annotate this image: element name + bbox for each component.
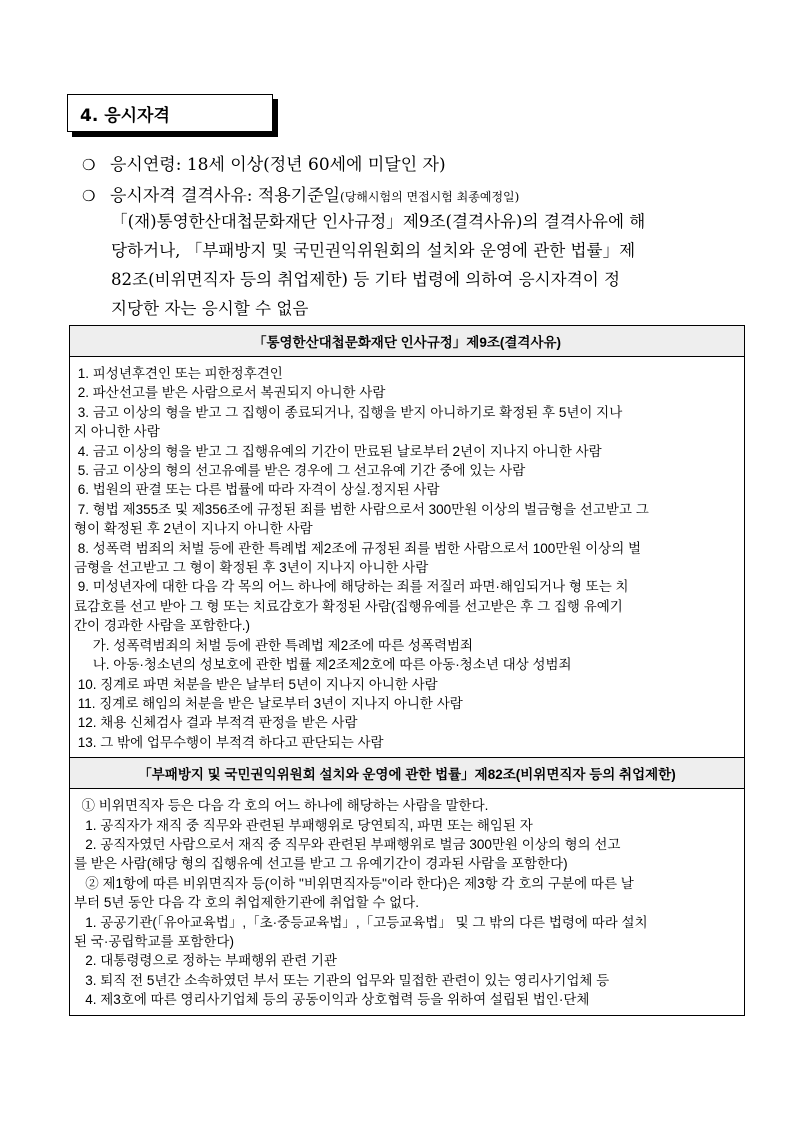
table-line: 12. 채용 신체검사 결과 부적격 판정을 받은 사람 xyxy=(74,715,358,731)
table-line: 13. 그 밖에 업무수행이 부적격 하다고 판단되는 사람 xyxy=(74,734,384,750)
table-line: 2. 대통령령으로 정하는 부패행위 관련 기관 xyxy=(74,953,337,969)
table-line: ② 제1항에 따른 비위면직자 등(이하 "비위면직자등"이라 한다)은 제3항 각 호의 구분에 따른 날 xyxy=(74,875,634,891)
table-line: 9. 미성년자에 대한 다음 각 목의 어느 하나에 해당하는 죄를 저질러 파면·해임되거나 형 또는 치 xyxy=(74,579,629,595)
table-line: 된 국·공립학교를 포함한다) xyxy=(74,933,234,949)
table-line: 4. 금고 이상의 형을 받고 그 집행유예의 기간이 만료된 날로부터 2년이 지나지 아니한 사람 xyxy=(74,443,602,459)
section-title: 4. 응시자격 xyxy=(80,105,170,126)
table-line: 가. 성폭력범죄의 처벌 등에 관한 특례법 제2조에 따른 성폭력범죄 xyxy=(74,637,474,653)
paragraph-line: 「(재)통영한산대첩문화재단 인사규정」제9조(결격사유)의 결격사유에 해 xyxy=(111,212,646,231)
table-line: 형이 확정된 후 2년이 지나지 아니한 사람 xyxy=(74,521,313,537)
paragraph-line: 82조(비위면직자 등의 취업제한) 등 기타 법령에 의하여 응시자격이 정 xyxy=(111,270,621,289)
table-line: 1. 공직자가 재직 중 직무와 관련된 부패행위로 당연퇴직, 파면 또는 해임된 자 xyxy=(74,817,533,833)
table-line: ① 비위면직자 등은 다음 각 호의 어느 하나에 해당하는 사람을 말한다. xyxy=(74,798,489,814)
table-line: 를 받은 사람(해당 형의 집행유예 선고를 받고 그 유예기간이 경과된 사람을 포함한다) xyxy=(74,856,568,872)
table-line: 금형을 선고받고 그 형이 확정된 후 3년이 지나지 아니한 사람 xyxy=(74,560,429,576)
table-line: 료감호를 선고 받아 그 형 또는 치료감호가 확정된 사람(집행유예를 선고받은 후 그 집행 유예기 xyxy=(74,598,623,614)
table-header: 「부패방지 및 국민권익위원회 설치와 운영에 관한 법률」제82조(비위면직자 등의 취업제한) xyxy=(70,758,744,789)
table-line: 부터 5년 동안 다음 각 호의 취업제한기관에 취업할 수 없다. xyxy=(74,895,419,911)
table-line: 8. 성폭력 범죄의 처벌 등에 관한 특례법 제2조에 규정된 죄를 범한 사람으로서 100만원 이상의 벌 xyxy=(74,540,642,556)
section-title-box xyxy=(67,94,273,132)
bullet-circle-icon: ❍ xyxy=(82,187,96,205)
paragraph-line: 지당한 자는 응시할 수 없음 xyxy=(111,299,309,318)
table-body xyxy=(70,357,744,757)
table-line: 11. 징계로 해임의 처분을 받은 날로부터 3년이 지나지 아니한 사람 xyxy=(74,695,463,711)
table-body xyxy=(70,789,744,1014)
table-line: 10. 징계로 파면 처분을 받은 날부터 5년이 지나지 아니한 사람 xyxy=(74,676,438,692)
table-line: 지 아니한 사람 xyxy=(74,424,160,440)
bullet-age xyxy=(82,150,446,175)
table-line: 1. 공공기관(「유아교육법」,「초·중등교육법」,「고등교육법」 및 그 밖의 다른 법령에 따라 설치 xyxy=(74,914,648,930)
table-line: 7. 형법 제355조 및 제356조에 규정된 죄를 범한 사람으로서 300만원 이상의 벌금형을 선고받고 그 xyxy=(74,501,649,517)
bullet-age-text: 응시연령: 18세 이상(정년 60세에 미달인 자) xyxy=(110,155,446,175)
bullet-disqualification-note: (당해시험의 면접시험 최종예정일) xyxy=(340,190,520,204)
table-line: 5. 금고 이상의 형의 선고유예를 받은 경우에 그 선고유예 기간 중에 있는 사람 xyxy=(74,463,526,479)
personnel-rules-table xyxy=(69,325,745,1016)
table-header: 「통영한산대첩문화재단 인사규정」제9조(결격사유) xyxy=(70,326,744,357)
table-line: 3. 퇴직 전 5년간 소속하였던 부서 또는 기관의 업무와 밀접한 관련이 있는 영리사기업체 등 xyxy=(74,972,610,988)
table-line: 3. 금고 이상의 형을 받고 그 집행이 종료되거나, 집행을 받지 아니하기로 확정된 후 5년이 지나 xyxy=(74,404,623,420)
bullet-disqualification-text: 응시자격 결격사유: 적용기준일 xyxy=(110,186,341,206)
bullet-disqualification xyxy=(82,181,519,206)
table-line: 4. 제3호에 따른 영리사기업체 등의 공동이익과 상호협력 등을 위하여 설립된 법인·단체 xyxy=(74,992,590,1008)
table-line: 2. 공직자였던 사람으로서 재직 중 직무와 관련된 부패행위로 벌금 300만원 이상의 형의 선고 xyxy=(74,836,621,852)
disqualification-paragraph xyxy=(111,207,723,323)
table-line: 간이 경과한 사람을 포함한다.) xyxy=(74,618,250,634)
table-line: 2. 파산선고를 받은 사람으로서 복권되지 아니한 사람 xyxy=(74,385,386,401)
table-line: 1. 피성년후견인 또는 피한정후견인 xyxy=(74,366,283,381)
table-line: 6. 법원의 판결 또는 다른 법률에 따라 자격이 상실.정지된 사람 xyxy=(74,482,440,498)
paragraph-line: 당하거나, 「부패방지 및 국민권익위원회의 설치와 운영에 관한 법률」제 xyxy=(111,241,636,260)
bullet-circle-icon: ❍ xyxy=(82,156,96,174)
table-line: 나. 아동·청소년의 성보호에 관한 법률 제2조제2호에 따른 아동·청소년 대상 성범죄 xyxy=(74,657,572,673)
